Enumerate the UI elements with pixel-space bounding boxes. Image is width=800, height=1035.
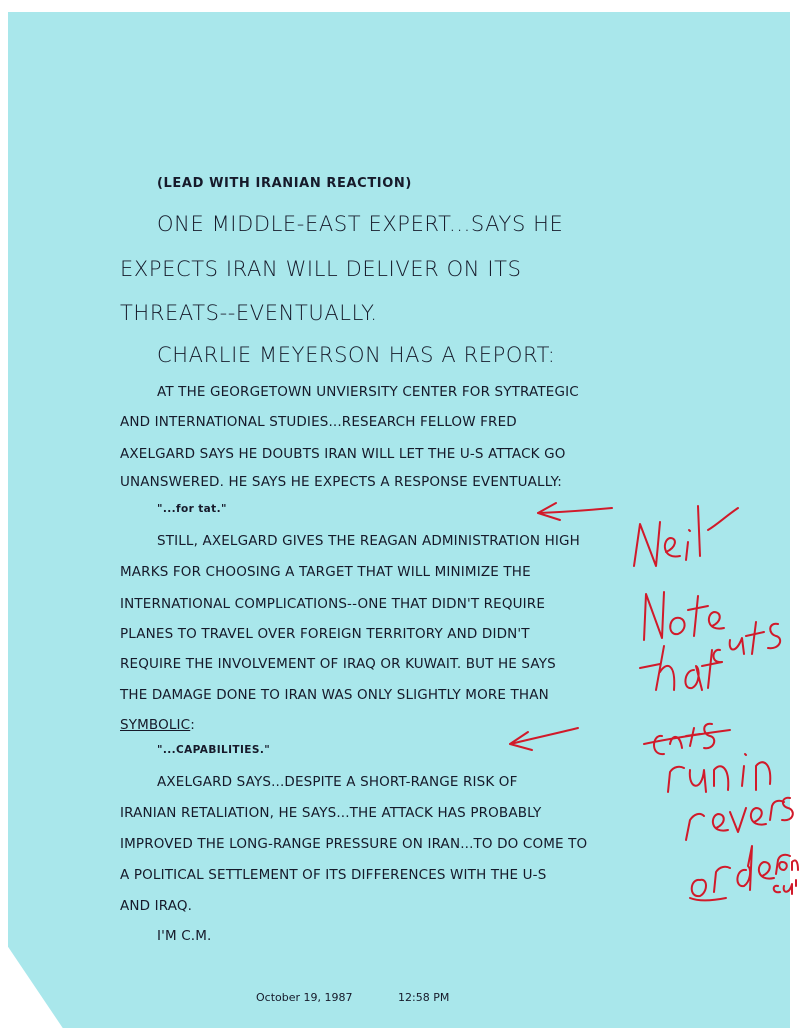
signoff: I'M C.M. — [157, 928, 212, 944]
audio-cut-1: "...for tat." — [157, 503, 227, 515]
intro-line: ONE MIDDLE-EAST EXPERT...SAYS HE — [157, 212, 564, 236]
intro-line: EXPECTS IRAN WILL DELIVER ON ITS — [120, 257, 522, 281]
symbolic-word: SYMBOLIC — [120, 717, 191, 733]
para2-line: STILL, AXELGARD GIVES THE REAGAN ADMINISTRATION HIGH — [157, 533, 580, 549]
para1-line: AT THE GEORGETOWN UNVIERSITY CENTER FOR SYTRATEGIC — [157, 384, 579, 400]
lead-note: (LEAD WITH IRANIAN REACTION) — [157, 176, 412, 191]
para3-line: IMPROVED THE LONG-RANGE PRESSURE ON IRAN...TO DO COME TO — [120, 836, 588, 852]
para2-line: INTERNATIONAL COMPLICATIONS--ONE THAT DIDN'T REQUIRE — [120, 596, 546, 612]
audio-cut-2: "...CAPABILITIES." — [157, 744, 271, 756]
intro-line: THREATS--EVENTUALLY. — [120, 301, 378, 325]
footer-date: October 19, 1987 — [256, 991, 353, 1004]
colon: : — [190, 717, 195, 733]
para1-line: AXELGARD SAYS HE DOUBTS IRAN WILL LET THE U-S ATTACK GO — [120, 446, 566, 462]
para3-line: AND IRAQ. — [120, 898, 193, 914]
intro-line: CHARLIE MEYERSON HAS A REPORT: — [157, 343, 556, 367]
para3-line: AXELGARD SAYS...DESPITE A SHORT-RANGE RISK OF — [157, 774, 518, 790]
para2-line: THE DAMAGE DONE TO IRAN WAS ONLY SLIGHTLY MORE THAN — [120, 687, 549, 703]
para2-line: PLANES TO TRAVEL OVER FOREIGN TERRITORY AND DIDN'T — [120, 626, 530, 642]
para1-line: UNANSWERED. HE SAYS HE EXPECTS A RESPONSE EVENTUALLY: — [120, 474, 562, 490]
para1-line: AND INTERNATIONAL STUDIES...RESEARCH FELLOW FRED — [120, 414, 517, 430]
para3-line: IRANIAN RETALIATION, HE SAYS...THE ATTACK HAS PROBABLY — [120, 805, 542, 821]
para2-line: MARKS FOR CHOOSING A TARGET THAT WILL MINIMIZE THE — [120, 564, 531, 580]
arrow-1 — [538, 508, 612, 513]
para3-line: A POLITICAL SETTLEMENT OF ITS DIFFERENCES WITH THE U-S — [120, 867, 547, 883]
para2-line: REQUIRE THE INVOLVEMENT OF IRAQ OR KUWAIT. BUT HE SAYS — [120, 656, 556, 672]
footer-time: 12:58 PM — [398, 991, 450, 1004]
